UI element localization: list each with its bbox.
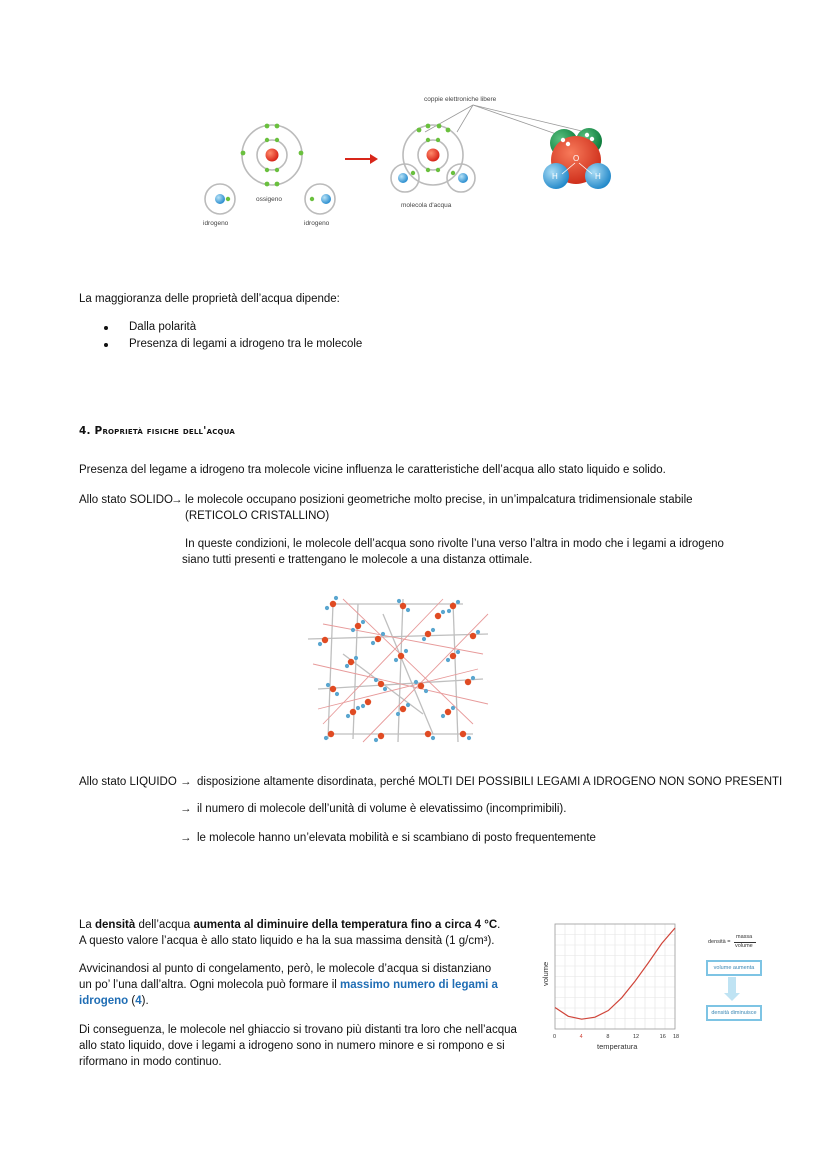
liquid-desc-line1: disposizione altamente disordinata, perché MOLTI DEI POSSIBILI LEGAMI A IDROGENO NON SONO PRESENTI	[197, 776, 783, 788]
x-tick-label: 12	[633, 1034, 640, 1040]
chart-grid	[555, 924, 675, 1029]
density-line2: A questo valore l’acqua è allo stato liquido e ha la sua massima densità (1 g/cm³).	[79, 935, 495, 947]
bullet-dot	[104, 326, 108, 330]
atom-h1-label: H	[552, 172, 558, 181]
intro-text: La maggioranza delle proprietà dell’acqua dipende:	[79, 293, 340, 305]
label-water-molecule: molecola d'acqua	[401, 202, 452, 209]
formula-left: densità =	[708, 939, 731, 945]
solid-desc-line1: le molecole occupano posizioni geometriche molto precise, in un’impalcatura tridimensionale stabile	[185, 494, 693, 506]
hydrogen-atom-left	[205, 184, 235, 214]
arrow-icon: →	[180, 803, 192, 815]
box-density-decreases: densità diminuisce	[706, 1005, 762, 1021]
density-p2-line1: Avvicinandosi al punto di congelamento, però, le molecole d’acqua si distanziano	[79, 963, 492, 975]
density-p3-line1: Di conseguenza, le molecole nel ghiaccio si trovano più distanti tra loro che nell’acqua	[79, 1024, 517, 1036]
density-p3-line3: riformano in modo continuo.	[79, 1056, 222, 1068]
section-intro-paragraph: Presenza del legame a idrogeno tra molecole vicine influenza le caratteristiche dell’acqua allo stato liquido e solido.	[79, 464, 666, 476]
label-hydrogen-right: idrogeno	[304, 220, 330, 227]
x-tick-labels	[553, 1034, 679, 1040]
density-formula	[708, 934, 768, 954]
x-tick-label: 0	[553, 1034, 557, 1040]
density-line1: La densità dell’acqua aumenta al diminuire della temperatura fino a circa 4 °C.	[79, 919, 501, 931]
section-heading: 4. Proprietà fisiche dell'acqua	[79, 425, 235, 437]
volume-temperature-chart	[540, 918, 680, 1053]
formula-denominator: volume	[735, 943, 753, 949]
x-axis-label: temperatura	[597, 1042, 638, 1051]
water-3d-model	[543, 128, 611, 189]
liquid-label: Allo stato LIQUIDO	[79, 776, 177, 788]
x-tick-label: 4	[579, 1034, 583, 1040]
formula-numerator: massa	[736, 934, 753, 940]
atom-o-label: O	[573, 154, 580, 163]
liquid-desc-line3: le molecole hanno un’elevata mobilità e si scambiano di posto frequentemente	[197, 832, 596, 844]
solid-desc-line2: (RETICOLO CRISTALLINO)	[185, 510, 330, 522]
x-tick-label: 18	[673, 1034, 680, 1040]
density-p2-line2: un po’ l’una dall’altra. Ogni molecola può formare il massimo numero di legami a	[79, 979, 498, 991]
x-tick-label: 16	[659, 1034, 666, 1040]
down-arrow-icon	[728, 977, 736, 993]
oxygen-atom	[241, 124, 304, 187]
arrow-icon: →	[171, 494, 183, 506]
hydrogen-atom-right	[305, 184, 335, 214]
arrow-icon: →	[180, 776, 192, 788]
solid-label: Allo stato SOLIDO	[79, 494, 173, 506]
label-oxygen: ossigeno	[256, 196, 283, 203]
y-axis-label: volume	[541, 961, 550, 986]
atom-h2-label: H	[595, 172, 601, 181]
density-p2-line3: idrogeno (4).	[79, 995, 149, 1007]
x-tick-label: 8	[606, 1034, 610, 1040]
solid-p2-line1: In queste condizioni, le molecole dell’acqua sono rivolte l’una verso l’altra in modo che i legami a idrogeno	[185, 538, 724, 550]
bullet-polarity: Dalla polarità	[129, 321, 197, 333]
label-hydrogen-left: idrogeno	[203, 220, 229, 227]
ice-lattice-figure	[303, 594, 493, 746]
down-arrow-head	[724, 993, 740, 1001]
water-formation-figure	[195, 88, 625, 233]
water-orbital-model	[391, 124, 475, 192]
label-lone-pairs: coppie elettroniche libere	[424, 96, 497, 103]
bullet-dot	[104, 343, 108, 347]
density-p3-line2: allo stato liquido, dove i legami a idrogeno sono in numero minore e si rompono e si	[79, 1040, 505, 1052]
arrow-icon: →	[180, 832, 192, 844]
reaction-arrow-icon	[345, 154, 378, 164]
bullet-hydrogen-bonds: Presenza di legami a idrogeno tra le molecole	[129, 338, 363, 350]
liquid-desc-line2: il numero di molecole dell’unità di volume è elevatissimo (incomprimibili).	[197, 803, 567, 815]
solid-p2-line2: siano tutti presenti e trattengano le molecole a una distanza ottimale.	[182, 554, 533, 566]
box-volume-increases: volume aumenta	[706, 960, 762, 976]
